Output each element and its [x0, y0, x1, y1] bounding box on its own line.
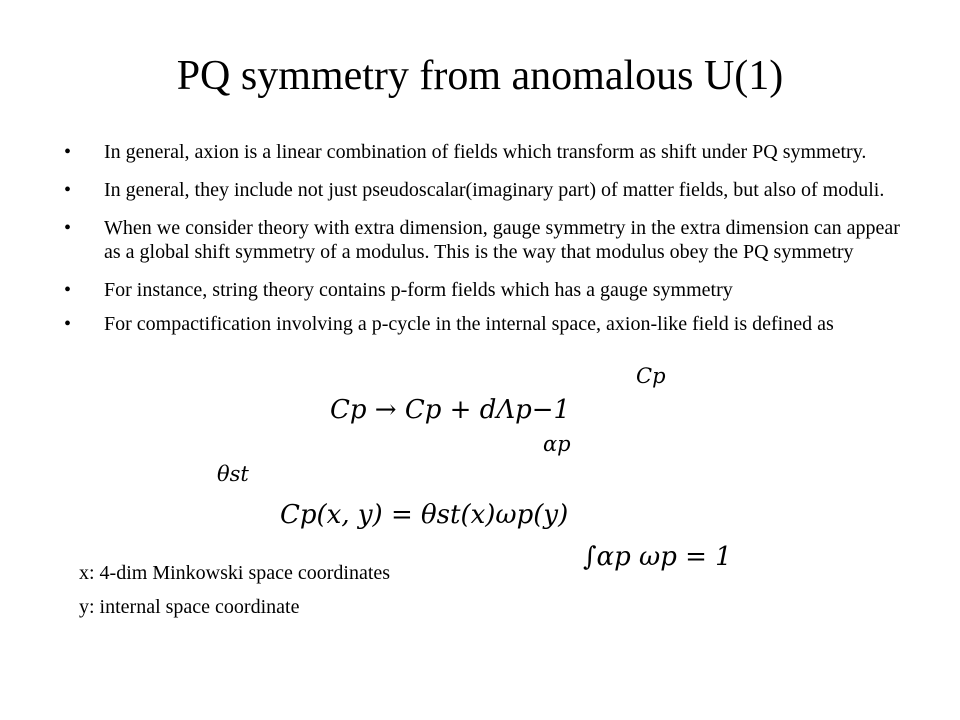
note-y-coordinate: y: internal space coordinate [79, 596, 300, 618]
theta-st-symbol: θst [217, 462, 249, 486]
bullet-text: For compactification involving a p-cycle in the internal space, axion-like field is defined as [104, 313, 834, 335]
slide-title: PQ symmetry from anomalous U(1) [176, 53, 784, 99]
bullet-item [64, 178, 904, 202]
bullet-list [64, 140, 904, 350]
bullet-dot: • [64, 179, 72, 201]
bullet-dot: • [64, 141, 72, 163]
bullet-dot: • [64, 313, 72, 335]
bullet-item [64, 278, 904, 302]
normalization-equation: ∫αp ωp = 1 [583, 542, 732, 572]
bullet-text: For instance, string theory contains p-form fields which has a gauge symmetry [104, 279, 733, 301]
gauge-transform-equation: Cp → Cp + dΛp−1 [330, 395, 571, 425]
cp-symbol: Cp [636, 364, 666, 388]
bullet-item [64, 312, 904, 336]
field-decomposition-equation: Cp(x, y) = θst(x)ωp(y) [280, 500, 569, 530]
bullet-item [64, 216, 904, 264]
bullet-dot: • [64, 217, 72, 239]
bullet-dot: • [64, 279, 72, 301]
bullet-item [64, 140, 904, 164]
alpha-p-symbol: αp [543, 432, 571, 456]
note-x-coordinate: x: 4-dim Minkowski space coordinates [79, 562, 391, 584]
bullet-text: When we consider theory with extra dimension, gauge symmetry in the extra dimension can appear as a global shift symmetry of a modulus. This is the way that modulus obey the PQ symmetry [104, 217, 900, 263]
bullet-text: In general, axion is a linear combination of fields which transform as shift under PQ symmetry. [104, 141, 867, 163]
bullet-text: In general, they include not just pseudoscalar(imaginary part) of matter fields, but also of moduli. [104, 179, 885, 201]
